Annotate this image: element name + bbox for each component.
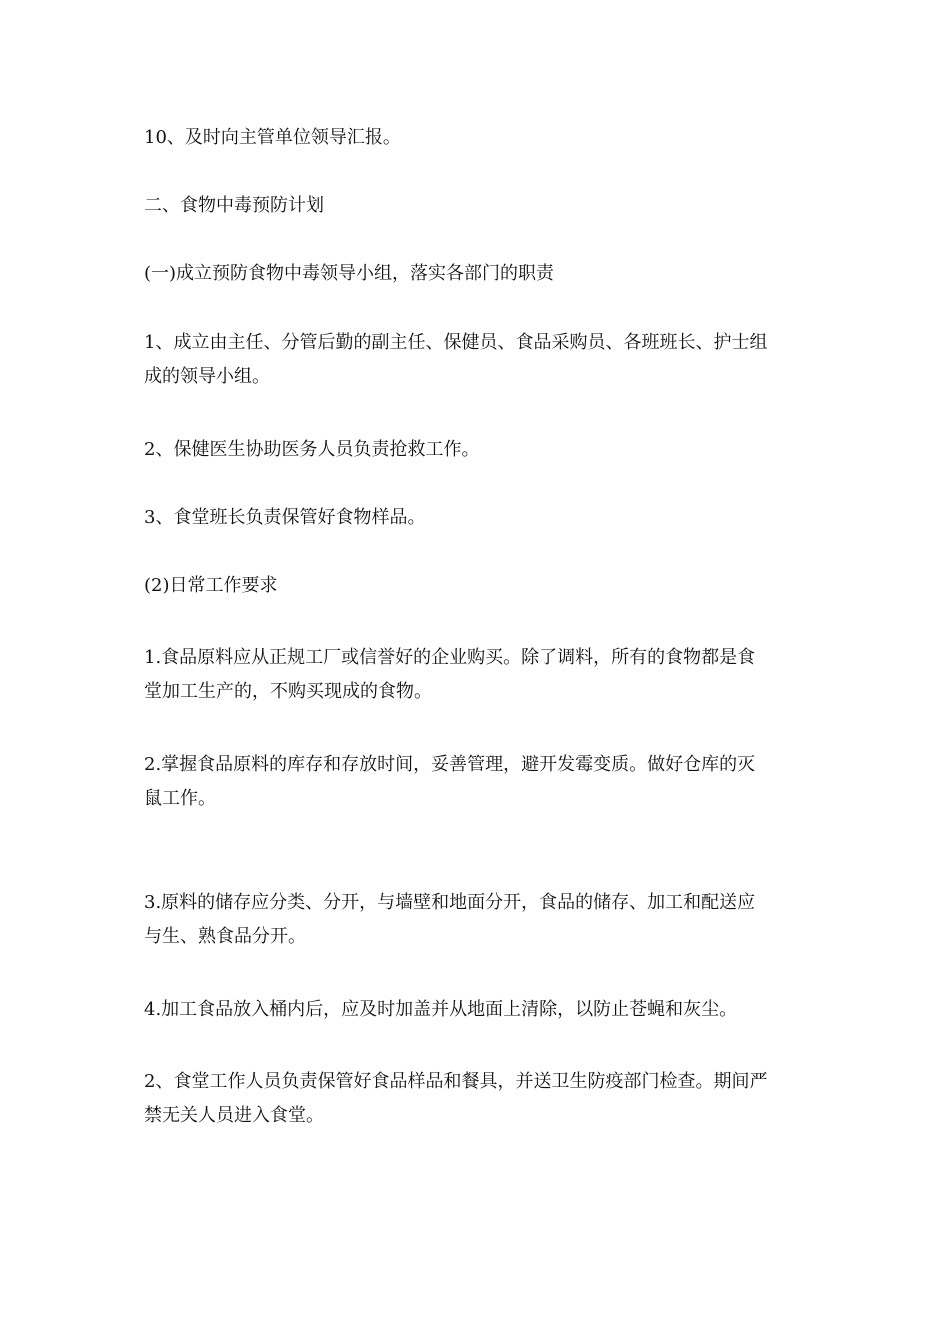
- text-line: 成的领导小组。: [144, 366, 270, 387]
- text-line: (一)成立预防食物中毒领导小组，落实各部门的职责: [144, 263, 555, 284]
- text-line: 3、食堂班长负责保管好食物样品。: [144, 507, 426, 528]
- paragraph-group-members: [144, 326, 824, 394]
- paragraph-canteen-staff-samples: [144, 1065, 824, 1133]
- paragraph-separate-storage: [144, 886, 824, 954]
- text-line: 鼠工作。: [144, 788, 216, 809]
- text-line: 2.掌握食品原料的库存和存放时间，妥善管理，避开发霉变质。做好仓库的灭: [144, 754, 756, 775]
- paragraph-report-to-leaders: [144, 121, 824, 155]
- paragraph-canteen-samples: [144, 501, 824, 535]
- text-line: 禁无关人员进入食堂。: [144, 1105, 324, 1126]
- paragraph-purchase-ingredients: [144, 641, 824, 709]
- text-line: (2)日常工作要求: [144, 575, 278, 596]
- paragraph-storage-management: [144, 748, 824, 816]
- text-line: 2、保健医生协助医务人员负责抢救工作。: [144, 439, 480, 460]
- section-heading-food-poisoning-prevention: [144, 189, 824, 223]
- text-line: 1.食品原料应从正规工厂或信誉好的企业购买。除了调料，所有的食物都是食: [144, 647, 756, 668]
- paragraph-cover-processed-food: [144, 993, 824, 1027]
- subsection-heading-daily-requirements: [144, 569, 824, 603]
- text-line: 2、食堂工作人员负责保管好食品样品和餐具，并送卫生防疫部门检查。期间严: [144, 1071, 768, 1092]
- subsection-heading-leadership-group: [144, 257, 824, 291]
- paragraph-health-doctor: [144, 433, 824, 467]
- text-line: 堂加工生产的，不购买现成的食物。: [144, 681, 432, 702]
- text-line: 1、成立由主任、分管后勤的副主任、保健员、食品采购员、各班班长、护士组: [144, 332, 768, 353]
- text-line: 10、及时向主管单位领导汇报。: [144, 127, 401, 148]
- text-line: 4.加工食品放入桶内后，应及时加盖并从地面上清除，以防止苍蝇和灰尘。: [144, 999, 738, 1020]
- text-line: 与生、熟食品分开。: [144, 926, 306, 947]
- text-line: 3.原料的储存应分类、分开，与墙壁和地面分开，食品的储存、加工和配送应: [144, 892, 756, 913]
- text-line: 二、食物中毒预防计划: [144, 195, 324, 216]
